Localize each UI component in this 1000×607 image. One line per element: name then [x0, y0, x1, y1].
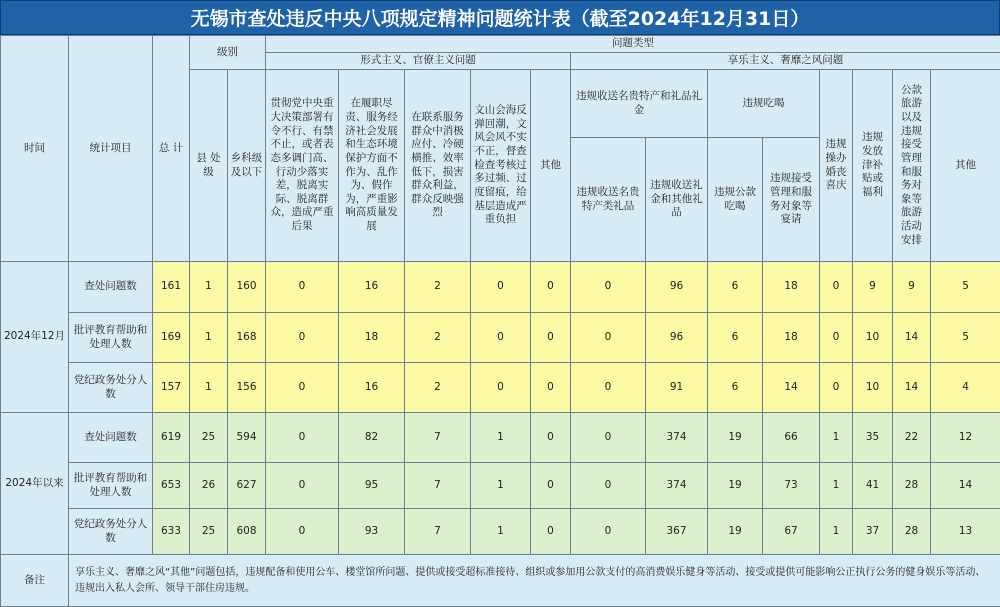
- remark-text: 享乐主义、奢靡之风“其他”问题包括，违规配备和使用公车、楼堂馆所问题、提供或接受超标准接待、组织或参加用公款支付的高消费娱乐健身等活动、接受或提供可能影响公正执行公务的健身娱乐等活动、违规出入私人会所、领导干部住房违规。: [69, 555, 1000, 607]
- cell: 608: [228, 509, 266, 555]
- cell: 37: [853, 509, 893, 555]
- cell: 16: [339, 363, 405, 413]
- cell: 0: [571, 313, 646, 363]
- table-row: [1, 313, 1000, 363]
- cell: 1: [190, 363, 228, 413]
- cell: 12: [931, 413, 1000, 463]
- cell: 10: [853, 363, 893, 413]
- cell: 0: [571, 463, 646, 509]
- cell: 157: [153, 363, 190, 413]
- cell: 18: [339, 313, 405, 363]
- header-f5: 其他: [531, 70, 571, 262]
- header-f1: 贯彻党中央重大决策部署有令不行、有禁不止，或者表态多调门高、行动少落实差，脱离实际、脱离群众，造成严重后果: [266, 70, 339, 262]
- cell: 7: [405, 509, 471, 555]
- cell: 0: [820, 313, 853, 363]
- table-row: [1, 413, 1000, 463]
- row-item: 批评教育帮助和处理人数: [69, 463, 153, 509]
- cell: 627: [228, 463, 266, 509]
- cell: 10: [853, 313, 893, 363]
- cell: 14: [893, 363, 931, 413]
- cell: 82: [339, 413, 405, 463]
- header-total: 总 计: [153, 36, 190, 262]
- cell: 1: [190, 262, 228, 313]
- table-row: [1, 509, 1000, 555]
- cell: 35: [853, 413, 893, 463]
- cell: 0: [266, 413, 339, 463]
- cell: 0: [820, 262, 853, 313]
- row-item: 查处问题数: [69, 413, 153, 463]
- header-f4: 文山会海反弹回潮，文风会风不实不正，督查检查考核过多过频、过度留痕，给基层造成严重负担: [471, 70, 531, 262]
- table-row: [1, 463, 1000, 509]
- cell: 5: [931, 313, 1000, 363]
- header-h-eat: 违规吃喝: [708, 70, 820, 138]
- cell: 169: [153, 313, 190, 363]
- cell: 0: [531, 509, 571, 555]
- header-h-wedding: 违规操办婚丧喜庆: [820, 70, 853, 262]
- cell: 22: [893, 413, 931, 463]
- header-h-travel: 公款旅游以及违规接受管理和服务对象等旅游活动安排: [893, 70, 931, 262]
- cell: 653: [153, 463, 190, 509]
- cell: 73: [763, 463, 820, 509]
- cell: 156: [228, 363, 266, 413]
- header-time: 时间: [1, 36, 69, 262]
- cell: 0: [471, 363, 531, 413]
- cell: 4: [931, 363, 1000, 413]
- cell: 6: [708, 262, 763, 313]
- cell: 6: [708, 313, 763, 363]
- header-f2: 在履职尽责、服务经济社会发展和生态环境保护方面不作为、乱作为、假作为，严重影响高质量发展: [339, 70, 405, 262]
- header-county: 县 处级: [190, 70, 228, 262]
- cell: 633: [153, 509, 190, 555]
- cell: 13: [931, 509, 1000, 555]
- cell: 26: [190, 463, 228, 509]
- cell: 95: [339, 463, 405, 509]
- cell: 19: [708, 509, 763, 555]
- header-h-gift: 违规收送名贵特产和礼品礼金: [571, 70, 708, 138]
- cell: 160: [228, 262, 266, 313]
- row-item: 党纪政务处分人数: [69, 509, 153, 555]
- cell: 96: [646, 313, 708, 363]
- header-hedonism: 享乐主义、奢靡之风问题: [571, 53, 1000, 70]
- cell: 16: [339, 262, 405, 313]
- cell: 161: [153, 262, 190, 313]
- cell: 1: [820, 463, 853, 509]
- cell: 18: [763, 262, 820, 313]
- cell: 14: [931, 463, 1000, 509]
- header-h-subsidy: 违规发放津补贴或福利: [853, 70, 893, 262]
- cell: 0: [571, 262, 646, 313]
- cell: 619: [153, 413, 190, 463]
- cell: 2: [405, 313, 471, 363]
- group-time-year: 2024年以来: [1, 413, 69, 555]
- table-row: [1, 262, 1000, 313]
- header-formalism: 形式主义、官僚主义问题: [266, 53, 571, 70]
- cell: 14: [763, 363, 820, 413]
- cell: 168: [228, 313, 266, 363]
- cell: 1: [471, 413, 531, 463]
- cell: 0: [531, 313, 571, 363]
- header-h-gift1: 违规收送名贵特产类礼品: [571, 138, 646, 262]
- header-township: 乡科级及以下: [228, 70, 266, 262]
- cell: 367: [646, 509, 708, 555]
- row-item: 批评教育帮助和处理人数: [69, 313, 153, 363]
- cell: 0: [266, 313, 339, 363]
- header-h-gift2: 违规收送礼金和其他礼品: [646, 138, 708, 262]
- header-f3: 在联系服务群众中消极应付、冷硬横推、效率低下，损害群众利益，群众反映强烈: [405, 70, 471, 262]
- header-h-other: 其他: [931, 70, 1000, 262]
- cell: 7: [405, 463, 471, 509]
- table-row: [1, 363, 1000, 413]
- header-problem-type: 问题类型: [266, 36, 1000, 53]
- header-stat-item: 统计项目: [69, 36, 153, 262]
- header-h-eat1: 违规公款吃喝: [708, 138, 763, 262]
- cell: 1: [820, 413, 853, 463]
- cell: 5: [931, 262, 1000, 313]
- cell: 0: [471, 262, 531, 313]
- cell: 2: [405, 262, 471, 313]
- cell: 25: [190, 509, 228, 555]
- cell: 19: [708, 463, 763, 509]
- cell: 0: [531, 262, 571, 313]
- cell: 1: [820, 509, 853, 555]
- cell: 7: [405, 413, 471, 463]
- cell: 9: [893, 262, 931, 313]
- cell: 0: [571, 413, 646, 463]
- cell: 0: [531, 413, 571, 463]
- row-item: 查处问题数: [69, 262, 153, 313]
- cell: 374: [646, 463, 708, 509]
- cell: 594: [228, 413, 266, 463]
- cell: 14: [893, 313, 931, 363]
- cell: 96: [646, 262, 708, 313]
- header-level: 级别: [190, 36, 266, 70]
- cell: 0: [571, 509, 646, 555]
- cell: 374: [646, 413, 708, 463]
- cell: 0: [266, 262, 339, 313]
- cell: 28: [893, 509, 931, 555]
- cell: 93: [339, 509, 405, 555]
- cell: 0: [266, 509, 339, 555]
- group-time-dec: 2024年12月: [1, 262, 69, 413]
- cell: 0: [266, 463, 339, 509]
- cell: 1: [471, 463, 531, 509]
- row-item: 党纪政务处分人数: [69, 363, 153, 413]
- cell: 19: [708, 413, 763, 463]
- cell: 41: [853, 463, 893, 509]
- cell: 0: [471, 313, 531, 363]
- cell: 9: [853, 262, 893, 313]
- remark-label: 备注: [1, 555, 69, 607]
- statistics-table: [0, 35, 1000, 607]
- cell: 0: [571, 363, 646, 413]
- cell: 91: [646, 363, 708, 413]
- cell: 0: [531, 463, 571, 509]
- cell: 18: [763, 313, 820, 363]
- cell: 2: [405, 363, 471, 413]
- cell: 1: [471, 509, 531, 555]
- header-h-eat2: 违规接受管理和服务对象等宴请: [763, 138, 820, 262]
- cell: 0: [820, 363, 853, 413]
- cell: 6: [708, 363, 763, 413]
- table-title: 无锡市查处违反中央八项规定精神问题统计表（截至2024年12月31日）: [0, 0, 1000, 35]
- cell: 1: [190, 313, 228, 363]
- cell: 28: [893, 463, 931, 509]
- cell: 66: [763, 413, 820, 463]
- cell: 67: [763, 509, 820, 555]
- cell: 0: [266, 363, 339, 413]
- cell: 25: [190, 413, 228, 463]
- cell: 0: [531, 363, 571, 413]
